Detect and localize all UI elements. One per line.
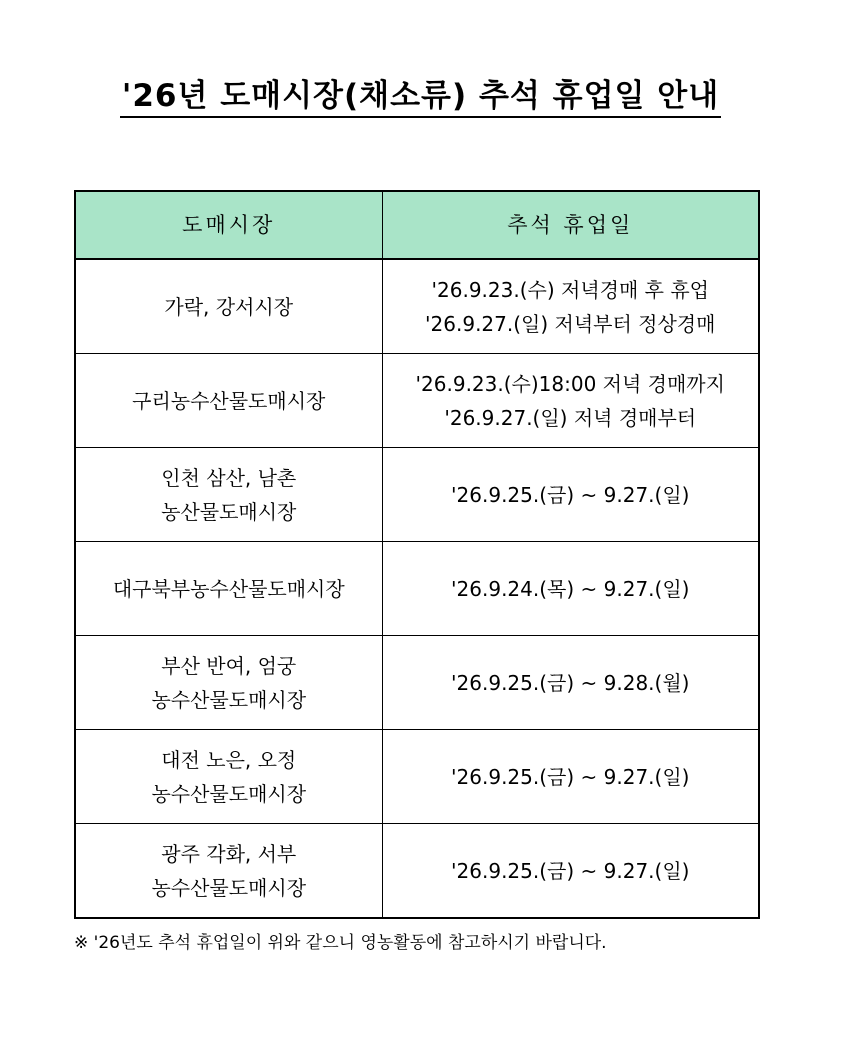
- holiday-text: '26.9.27.(일) 저녁 경매부터: [444, 405, 697, 430]
- table-row: [75, 354, 759, 448]
- table-row: [75, 448, 759, 542]
- market-name: 농수산물도매시장: [151, 875, 307, 900]
- holiday-cell: [382, 259, 759, 354]
- market-cell: [75, 259, 382, 354]
- holiday-text: '26.9.25.(금) ~ 9.28.(월): [451, 670, 690, 695]
- market-cell: [75, 730, 382, 824]
- footnote: ※ '26년도 추석 휴업일이 위와 같으니 영농활동에 참고하시기 바랍니다.: [74, 933, 607, 953]
- table-row: [75, 259, 759, 354]
- table-row: [75, 730, 759, 824]
- table-row: [75, 636, 759, 730]
- holiday-cell: [382, 542, 759, 636]
- market-name: 대전 노은, 오정: [161, 747, 297, 772]
- market-cell: [75, 448, 382, 542]
- holiday-cell: [382, 354, 759, 448]
- holiday-cell: [382, 730, 759, 824]
- table-row: [75, 824, 759, 919]
- holiday-cell: [382, 636, 759, 730]
- market-name: 농수산물도매시장: [151, 687, 307, 712]
- market-name: 광주 각화, 서부: [161, 841, 297, 866]
- holiday-text: '26.9.23.(수)18:00 저녁 경매까지: [415, 371, 725, 396]
- page-title-text: '26년 도매시장(채소류) 추석 휴업일 안내: [120, 76, 721, 118]
- header-holiday: 추석 휴업일: [382, 191, 759, 259]
- holiday-schedule-table: [74, 190, 760, 919]
- header-market: 도매시장: [75, 191, 382, 259]
- holiday-cell: [382, 448, 759, 542]
- market-cell: [75, 824, 382, 919]
- market-name: 대구북부농수산물도매시장: [112, 576, 345, 601]
- market-cell: [75, 542, 382, 636]
- table-header-row: [75, 191, 759, 259]
- market-name: 농수산물도매시장: [151, 781, 307, 806]
- market-name: 농산물도매시장: [161, 499, 297, 524]
- market-cell: [75, 354, 382, 448]
- holiday-text: '26.9.23.(수) 저녁경매 후 휴업: [431, 277, 709, 302]
- page-title: [0, 74, 841, 118]
- holiday-text: '26.9.27.(일) 저녁부터 정상경매: [425, 311, 716, 336]
- market-name: 부산 반여, 엄궁: [161, 653, 297, 678]
- holiday-text: '26.9.25.(금) ~ 9.27.(일): [451, 858, 690, 883]
- holiday-text: '26.9.25.(금) ~ 9.27.(일): [451, 482, 690, 507]
- market-name: 구리농수산물도매시장: [132, 388, 326, 413]
- market-name: 가락, 강서시장: [164, 294, 294, 319]
- market-cell: [75, 636, 382, 730]
- table-row: [75, 542, 759, 636]
- holiday-text: '26.9.24.(목) ~ 9.27.(일): [451, 576, 690, 601]
- market-name: 인천 삼산, 남촌: [161, 465, 297, 490]
- holiday-text: '26.9.25.(금) ~ 9.27.(일): [451, 764, 690, 789]
- holiday-cell: [382, 824, 759, 919]
